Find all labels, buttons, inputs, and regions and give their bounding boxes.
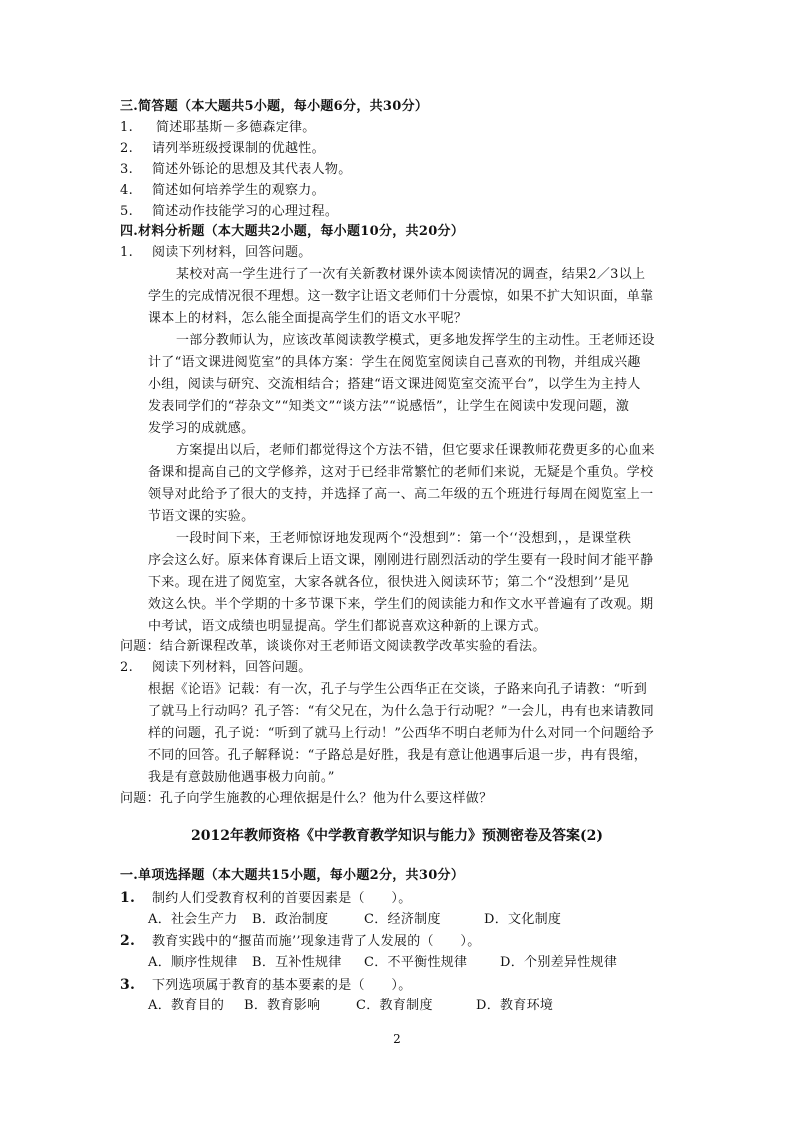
- section3-item: 3. 简述外铄论的思想及其代表人物。: [120, 162, 352, 177]
- section3-item: 1. 简述耶基斯－多德森定律。: [120, 120, 316, 135]
- material-q1-line: 领导对此给予了很大的支持，并选择了高一、高二年级的五个班进行每周在阅览室上一: [148, 487, 654, 502]
- choice-options: [148, 953, 680, 973]
- material-q2-intro: 2. 阅读下列材料，回答问题。: [120, 660, 312, 675]
- option-a: A．教育目的: [148, 998, 225, 1013]
- material-q1-line: 学生的完成情况很不理想。这一数字让语文老师们十分震惊，如果不扩大知识面，单靠: [148, 289, 654, 304]
- option-c: C．经济制度: [364, 912, 441, 927]
- material-q1-line: 发表同学们的“荐杂文”“知类文”“谈方法”“说感悟”，让学生在阅读中发现问题，激: [148, 399, 630, 414]
- option-d: D．教育环境: [476, 998, 554, 1013]
- material-q1-line: 下来。现在进了阅览室，大家各就各位，很快进入阅读环节；第二个“没想到’’是见: [148, 575, 630, 590]
- document-title: 2012年教师资格《中学教育教学知识与能力》预测密卷及答案(2): [191, 828, 603, 844]
- material-q2-line: 根据《论语》记载：有一次，孔子与学生公西华正在交谈，子路来向孔子请教：“听到: [148, 682, 648, 697]
- section4-heading: 四.材料分析题（本大题共2小题，每小题10分，共20分）: [120, 224, 465, 239]
- material-q1-line: 课本上的材料，怎么能全面提高学生们的语文水平呢？: [148, 311, 468, 326]
- material-q1-line: 一段时间下来，王老师惊讶地发现两个“没想到”：第一个‘‘没想到，，是课堂秩: [176, 531, 632, 546]
- material-q1-line: 序会这么好。原来体育课后上语文课，刚刚进行剧烈活动的学生要有一段时间才能平静: [148, 553, 654, 568]
- option-a: A．顺序性规律: [148, 955, 238, 970]
- option-d: D．个别差异性规律: [500, 955, 618, 970]
- option-c: C．教育制度: [356, 998, 433, 1013]
- material-q1-line: 某校对高一学生进行了一次有关新教材课外读本阅读情况的调查，结果2／3以上: [176, 267, 646, 282]
- choice-options: [148, 996, 680, 1016]
- choice-question: 2. 教育实践中的“揠苗而施’’现象违背了人发展的（ ）。: [120, 933, 481, 949]
- material-q2-line: 样的问题，孔子说：“听到了就马上行动！”公西华不明白老师为什么对同一个问题给予: [148, 726, 654, 741]
- material-q1-line: 计了“语文课进阅览室”的具体方案：学生在阅览室阅读自己喜欢的刊物，并组成兴趣: [148, 355, 641, 370]
- option-d: D．文化制度: [484, 912, 562, 927]
- section3-heading: 三.简答题（本大题共5小题，每小题6分，共30分）: [120, 99, 429, 114]
- section1-heading: 一.单项选择题（本大题共15小题，每小题2分，共30分）: [120, 868, 465, 883]
- option-a: A．社会生产力: [148, 912, 238, 927]
- choice-options: [148, 910, 680, 930]
- material-q1-line: 备课和提高自己的文学修养，这对于已经非常繁忙的老师们来说，无疑是个重负。学校: [148, 465, 654, 480]
- material-q1-intro: 1. 阅读下列材料，回答问题。: [120, 245, 312, 260]
- choice-question: 1. 制约人们受教育权利的首要因素是（ ）。: [120, 890, 412, 906]
- option-c: C．不平衡性规律: [364, 955, 468, 970]
- section3-item: 4. 简述如何培养学生的观察力。: [120, 183, 325, 198]
- material-q1-line: 小组，阅读与研究、交流相结合；搭建“语文课进阅览室交流平台”，以学生为主持人: [148, 377, 641, 392]
- option-b: B．政治制度: [252, 912, 329, 927]
- material-q1-line: 节语文课的实验。: [148, 509, 255, 524]
- material-q1-question: 问题：结合新课程改革，谈谈你对王老师语文阅读教学改革实验的看法。: [120, 639, 546, 654]
- section3-item: 5. 简述动作技能学习的心理过程。: [120, 204, 339, 219]
- material-q2-question: 问题：孔子向学生施教的心理依据是什么？他为什么要这样做？: [120, 791, 493, 806]
- material-q1-line: 效这么快。半个学期的十多节课下来，学生们的阅读能力和作文水平普遍有了改观。期: [148, 597, 654, 612]
- material-q1-line: 发学习的成就感。: [148, 421, 255, 436]
- material-q1-line: 一部分教师认为，应该改革阅读教学模式，更多地发挥学生的主动性。王老师还设: [176, 333, 655, 348]
- option-b: B．教育影响: [244, 998, 321, 1013]
- choice-question: 3. 下列选项属于教育的基本要素的是（ ）。: [120, 977, 412, 993]
- material-q1-line: 方案提出以后，老师们都觉得这个方法不错，但它要求任课教师花费更多的心血来: [176, 443, 655, 458]
- material-q1-line: 中考试，语文成绩也明显提高。学生们都说喜欢这种新的上课方式。: [148, 619, 548, 634]
- material-q2-line: 不同的回答。孔子解释说：“子路总是好胜，我是有意让他遇事后退一步，冉有畏缩，: [148, 748, 648, 763]
- option-b: B．互补性规律: [252, 955, 342, 970]
- material-q2-line: 我是有意鼓励他遇事极力向前。”: [148, 770, 335, 785]
- section3-item: 2. 请列举班级授课制的优越性。: [120, 141, 325, 156]
- page-number: 2: [393, 1032, 401, 1046]
- material-q2-line: 了就马上行动吗？孔子答：“有父兄在，为什么急于行动呢？”一会儿，冉有也来请教同: [148, 704, 654, 719]
